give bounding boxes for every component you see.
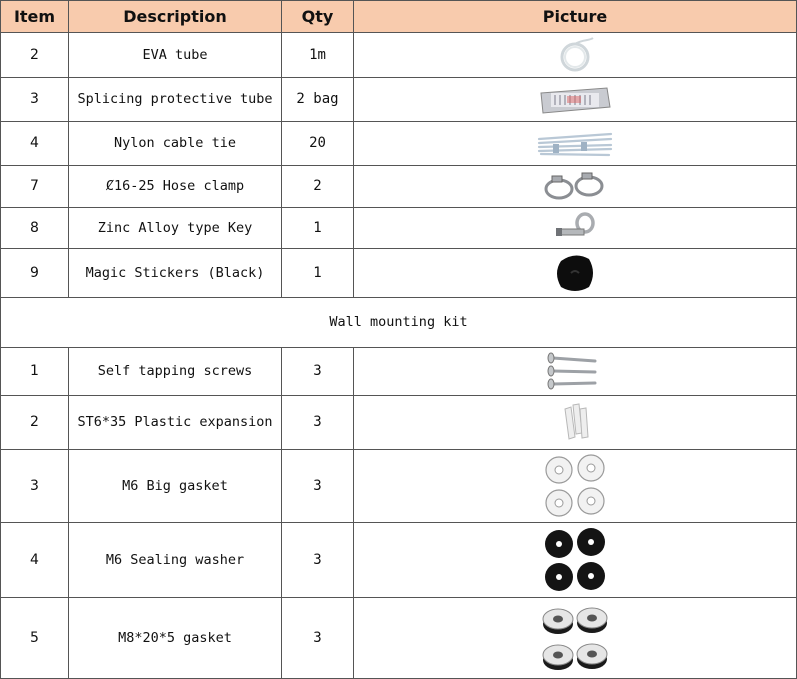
item-number: 5	[1, 598, 69, 679]
item-qty: 3	[282, 450, 354, 523]
item-picture	[354, 208, 797, 249]
item-description: Self tapping screws	[69, 348, 282, 396]
item-description: Zinc Alloy type Key	[69, 208, 282, 249]
item-qty: 1m	[282, 33, 354, 78]
item-picture	[354, 348, 797, 396]
item-number: 8	[1, 208, 69, 249]
table-row	[1, 598, 797, 679]
item-number: 2	[1, 33, 69, 78]
item-qty: 1	[282, 249, 354, 298]
item-number: 3	[1, 450, 69, 523]
item-number: 7	[1, 166, 69, 208]
item-qty: 3	[282, 348, 354, 396]
item-description: M6 Sealing washer	[69, 523, 282, 598]
cable-tie-icon	[535, 129, 615, 159]
item-picture	[354, 122, 797, 166]
screw-icon	[545, 352, 605, 392]
eva-tube-icon	[555, 35, 595, 75]
section-row	[1, 298, 797, 348]
splicing-tube-bag-icon	[537, 85, 613, 115]
table-row	[1, 78, 797, 122]
black-sticker-icon	[553, 251, 597, 295]
header-picture: Picture	[354, 1, 797, 33]
table-row	[1, 348, 797, 396]
plastic-anchor-icon	[555, 401, 595, 445]
item-qty: 2 bag	[282, 78, 354, 122]
item-number: 2	[1, 396, 69, 450]
item-picture	[354, 450, 797, 523]
table-row	[1, 166, 797, 208]
black-washer-icon	[542, 527, 608, 593]
item-number: 3	[1, 78, 69, 122]
table-row	[1, 208, 797, 249]
table-row	[1, 523, 797, 598]
header-description: Description	[69, 1, 282, 33]
hose-clamp-icon	[540, 172, 610, 202]
item-qty: 2	[282, 166, 354, 208]
item-description: Ȼ16-25 Hose clamp	[69, 166, 282, 208]
item-description: ST6*35 Plastic expansion	[69, 396, 282, 450]
item-picture	[354, 396, 797, 450]
key-icon	[552, 211, 598, 245]
table-row	[1, 122, 797, 166]
item-description: M8*20*5 gasket	[69, 598, 282, 679]
item-number: 4	[1, 122, 69, 166]
item-description: Magic Stickers (Black)	[69, 249, 282, 298]
item-number: 9	[1, 249, 69, 298]
item-description: M6 Big gasket	[69, 450, 282, 523]
white-gasket-icon	[542, 453, 608, 519]
item-description: Splicing protective tube	[69, 78, 282, 122]
table-row	[1, 450, 797, 523]
item-number: 4	[1, 523, 69, 598]
thick-gasket-icon	[540, 602, 610, 674]
item-qty: 3	[282, 396, 354, 450]
item-picture	[354, 523, 797, 598]
item-description: EVA tube	[69, 33, 282, 78]
item-picture	[354, 78, 797, 122]
item-number: 1	[1, 348, 69, 396]
table-row	[1, 249, 797, 298]
header-qty: Qty	[282, 1, 354, 33]
item-qty: 3	[282, 523, 354, 598]
header-item: Item	[1, 1, 69, 33]
item-picture	[354, 249, 797, 298]
item-qty: 20	[282, 122, 354, 166]
header-row	[1, 1, 797, 33]
item-qty: 3	[282, 598, 354, 679]
section-title: Wall mounting kit	[1, 298, 797, 348]
item-picture	[354, 166, 797, 208]
item-picture	[354, 598, 797, 679]
item-picture	[354, 33, 797, 78]
item-description: Nylon cable tie	[69, 122, 282, 166]
table-row	[1, 33, 797, 78]
item-qty: 1	[282, 208, 354, 249]
table-row	[1, 396, 797, 450]
